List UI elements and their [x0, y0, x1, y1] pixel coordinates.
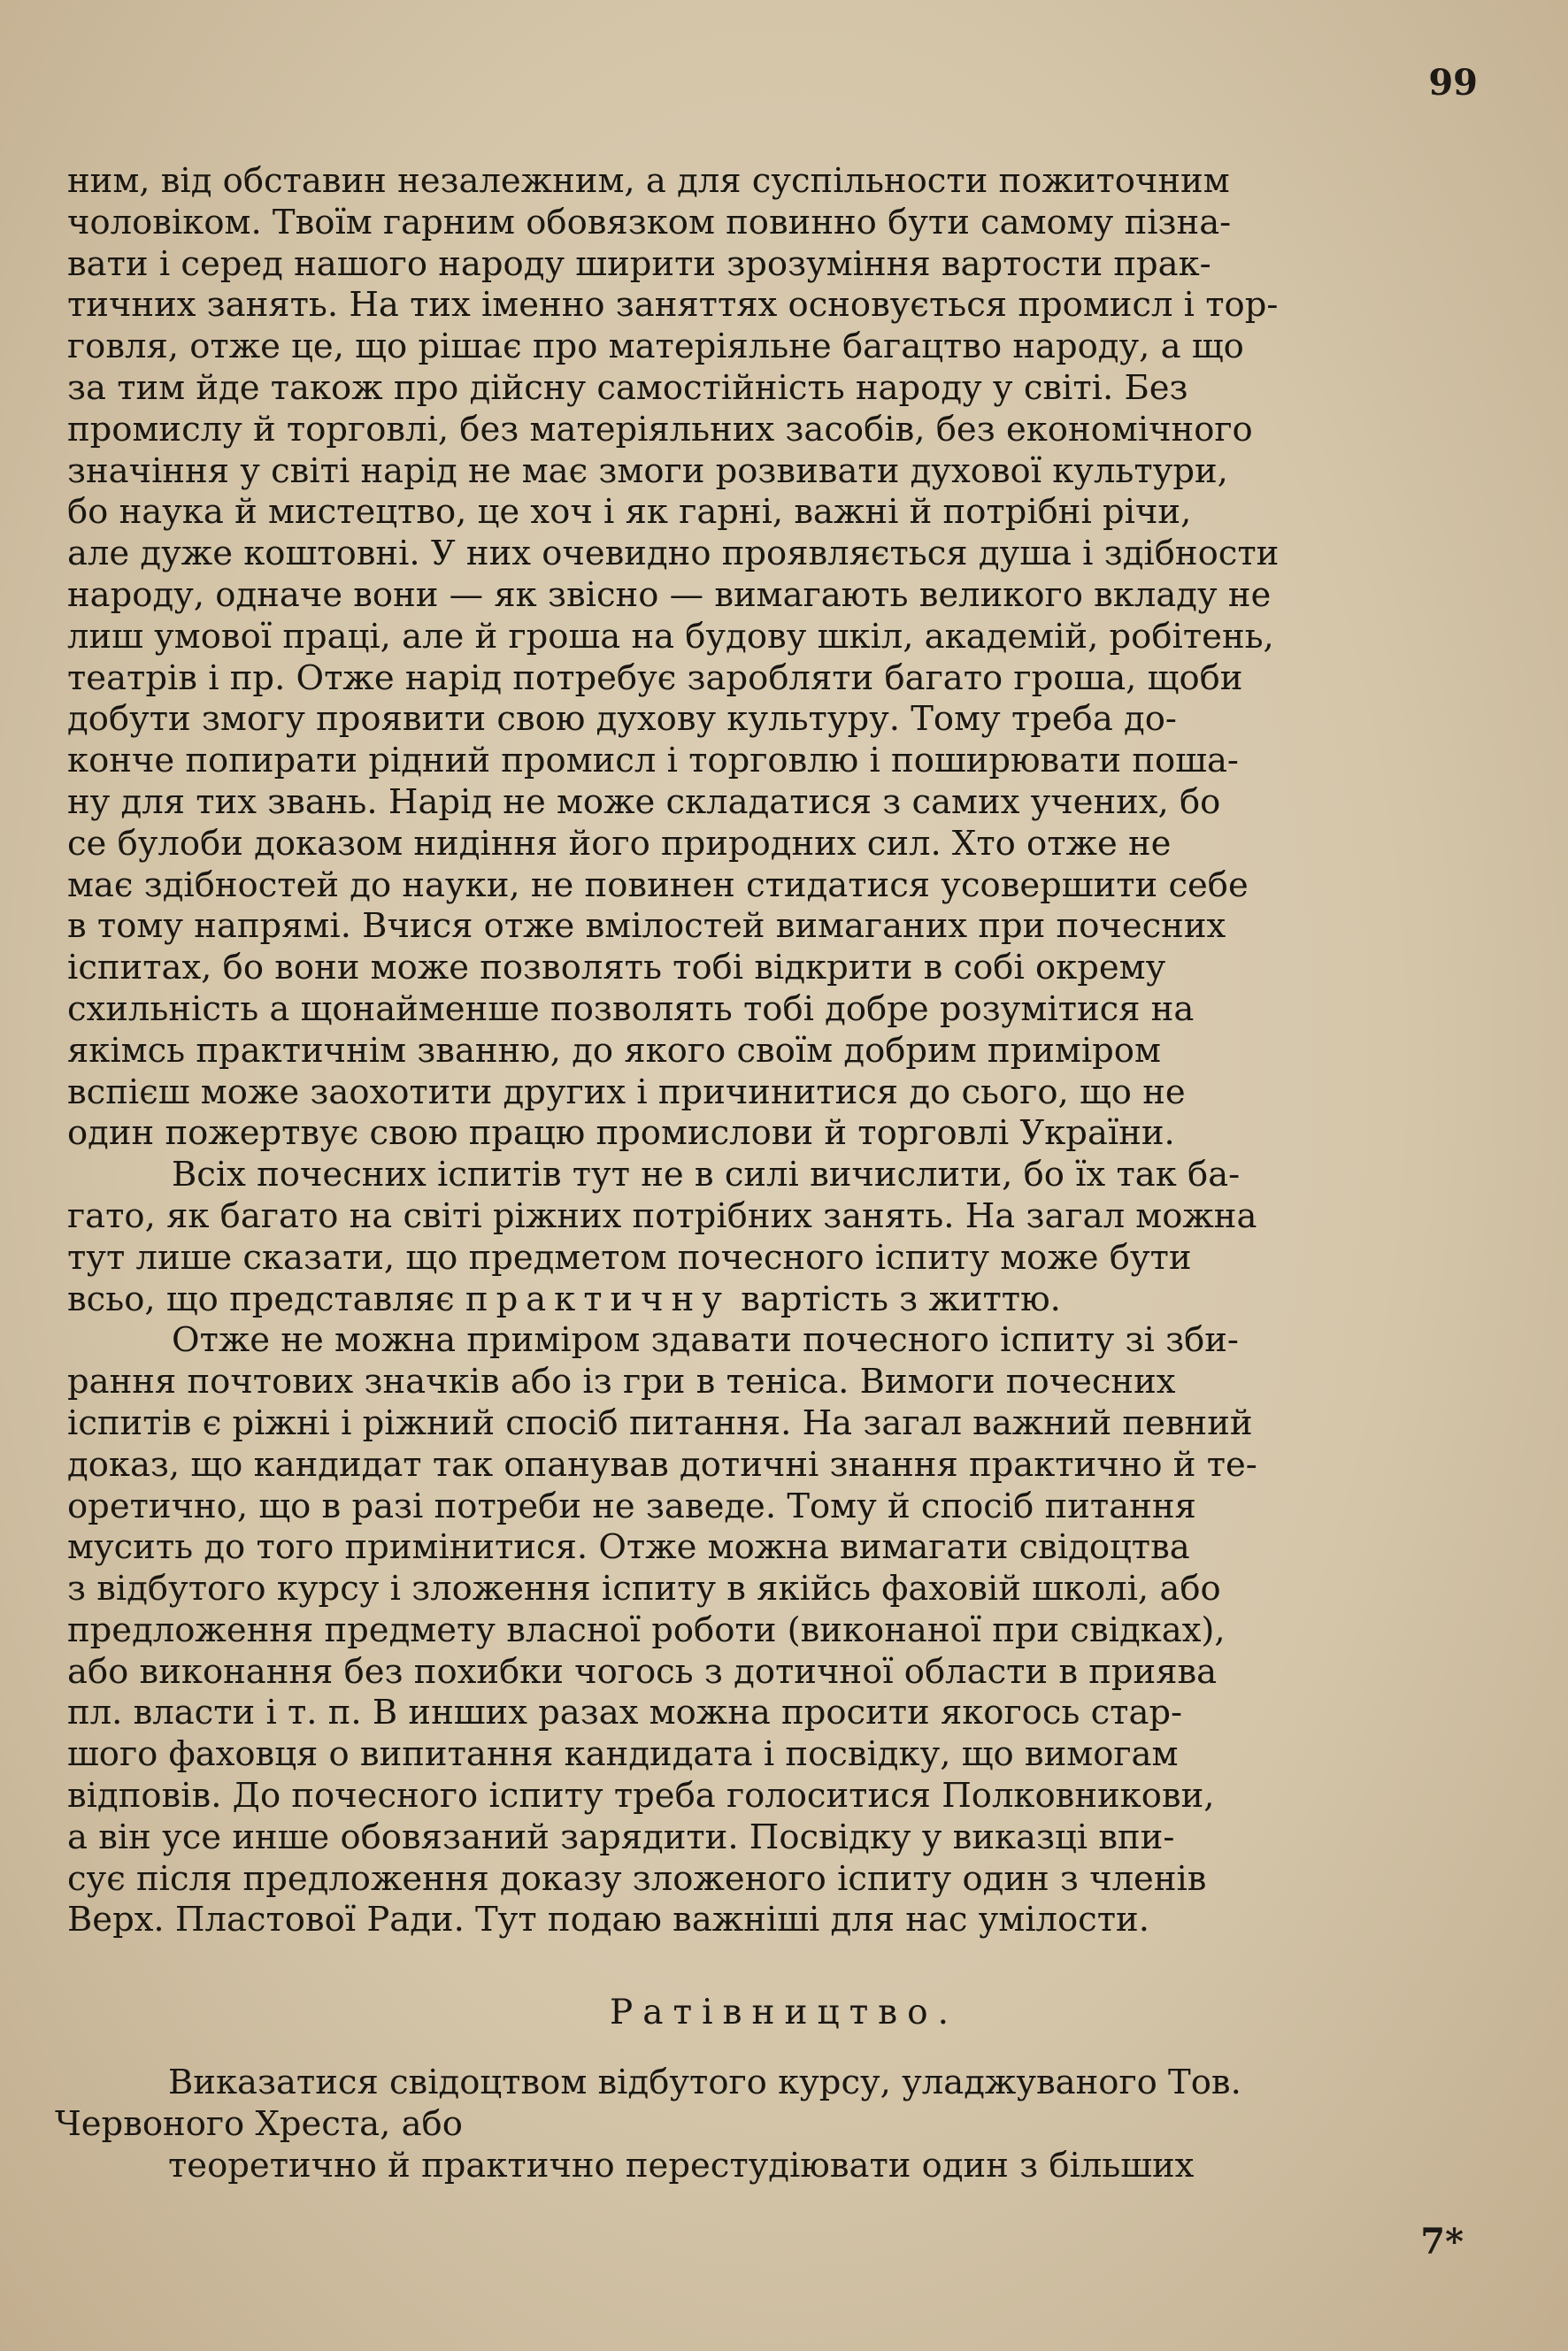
section-heading: Ратівництво.: [610, 1993, 958, 2032]
text-line: тут лише сказати, що предметом почесного іспиту може бути: [67, 1237, 1192, 1278]
text-line: вати і серед нашого народу ширити зрозуміння вартости прак-: [67, 243, 1211, 284]
text-line: Червоного Хреста, або: [55, 2103, 463, 2144]
text-line: один пожертвує свою працю промислови й торговлі України.: [67, 1113, 1175, 1154]
text-line: схильність а щонайменше позволять тобі добре розумітися на: [67, 988, 1195, 1029]
text-line: доказ, що кандидат так опанував дотичні знання практично й те-: [67, 1444, 1257, 1485]
text-line: предложення предмету власної роботи (виконаної при свідках),: [67, 1610, 1226, 1650]
section-text: [55, 2062, 1506, 2186]
text-line: в тому напрямі. Вчися отже вмілостей вимаганих при почесних: [67, 906, 1226, 947]
emphasized-word: практичну: [465, 1279, 730, 1319]
text-line: конче попирати рідний промисл і торговлю і поширювати поша-: [67, 741, 1239, 781]
text-fragment: всьо, що представляє: [67, 1279, 465, 1319]
text-line-with-emphasis: [67, 1279, 1453, 1321]
text-line: Верх. Пластової Ради. Тут подаю важніші для нас умілости.: [67, 1900, 1149, 1940]
text-line: сує після предложення доказу зложеного іспиту один з членів: [67, 1858, 1207, 1899]
text-line: оретично, що в разі потреби не заведе. Тому й спосіб питання: [67, 1486, 1196, 1526]
text-line: рання почтових значків або із гри в теніса. Вимоги почесних: [67, 1362, 1176, 1402]
main-text: [67, 161, 1453, 1941]
text-line: ну для тих звань. Нарід не може складатися з самих учених, бо: [67, 781, 1221, 822]
text-line: а він усе инше обовязаний зарядити. Посвідку у виказці впи-: [67, 1817, 1175, 1857]
text-line: ним, від обставин незалежним, а для суспільности пожиточним: [67, 161, 1230, 201]
text-line: мусить до того примінитися. Отже можна вимагати свідоцтва: [67, 1527, 1190, 1568]
text-line: іспитів є ріжні і ріжний спосіб питання. На загал важний певний: [67, 1402, 1253, 1443]
paragraph-start-line: теоретично й практично перестудіювати один з більших: [168, 2145, 1195, 2186]
text-line: тичних занять. На тих іменно заняттях основується промисл і тор-: [67, 285, 1279, 326]
text-line: промислу й торговлі, без матеріяльних засобів, без економічного: [67, 409, 1253, 449]
text-line: вспієш може заохотити других і причинитися до сього, що не: [67, 1072, 1186, 1112]
text-line: се булоби доказом нидіння його природних сил. Хто отже не: [67, 823, 1172, 864]
text-line: має здібностей до науки, не повинен стидатися усовершити себе: [67, 864, 1249, 905]
text-line: з відбутого курсу і зложення іспиту в якійсь фаховій школі, або: [67, 1569, 1221, 1610]
paragraph-start-line: Виказатися свідоцтвом відбутого курсу, уладжуваного Тов.: [168, 2063, 1241, 2102]
text-line: за тим йде також про дійсну самостійність народу у світі. Без: [67, 367, 1188, 408]
text-line: театрів і пр. Отже нарід потребує заробляти багато гроша, щоби: [67, 657, 1243, 698]
text-line: якімсь практичнім званню, до якого своїм добрим приміром: [67, 1030, 1161, 1071]
text-line: іспитах, бо вони може позволять тобі відкрити в собі окрему: [67, 948, 1166, 988]
signature-mark: 7*: [1420, 2221, 1464, 2263]
text-fragment: вартість з життю.: [729, 1279, 1061, 1319]
text-line: бо наука й мистецтво, це хоч і як гарні, важні й потрібні річи,: [67, 492, 1192, 533]
text-line: але дуже коштовні. У них очевидно проявляється душа і здібности: [67, 534, 1280, 574]
text-line: пл. власти і т. п. В инших разах можна просити якогось стар-: [67, 1693, 1183, 1733]
paragraph-start-line: Отже не можна приміром здавати почесного іспиту зі зби-: [172, 1320, 1239, 1361]
text-line: шого фаховця о випитання кандидата і посвідку, що вимогам: [67, 1734, 1179, 1775]
text-line: значіння у світі нарід не має змоги розвивати духової культури,: [67, 450, 1228, 491]
text-line: добути змогу проявити свою духову культуру. Тому треба до-: [67, 699, 1177, 740]
text-line: лиш умової праці, але й гроша на будову шкіл, академій, робітень,: [67, 616, 1274, 657]
text-line: говля, отже це, що рішає про матеріяльне багацтво народу, а що: [67, 327, 1244, 367]
text-line: чоловіком. Твоїм гарним обовязком повинно бути самому пізна-: [67, 202, 1232, 242]
text-line: народу, одначе вони — як звісно — вимагають великого вкладу не: [67, 574, 1272, 615]
text-line: відповів. До почесного іспиту треба голоситися Полковникови,: [67, 1776, 1215, 1817]
text-line: або виконання без похибки чогось з дотичної области в приява: [67, 1651, 1218, 1692]
page-number: 99: [1428, 62, 1478, 104]
paragraph-start-line: Всіх почесних іспитів тут не в силі вичислити, бо їх так ба-: [172, 1155, 1241, 1195]
text-line: гато, як багато на світі ріжних потрібних занять. На загал можна: [67, 1195, 1257, 1236]
